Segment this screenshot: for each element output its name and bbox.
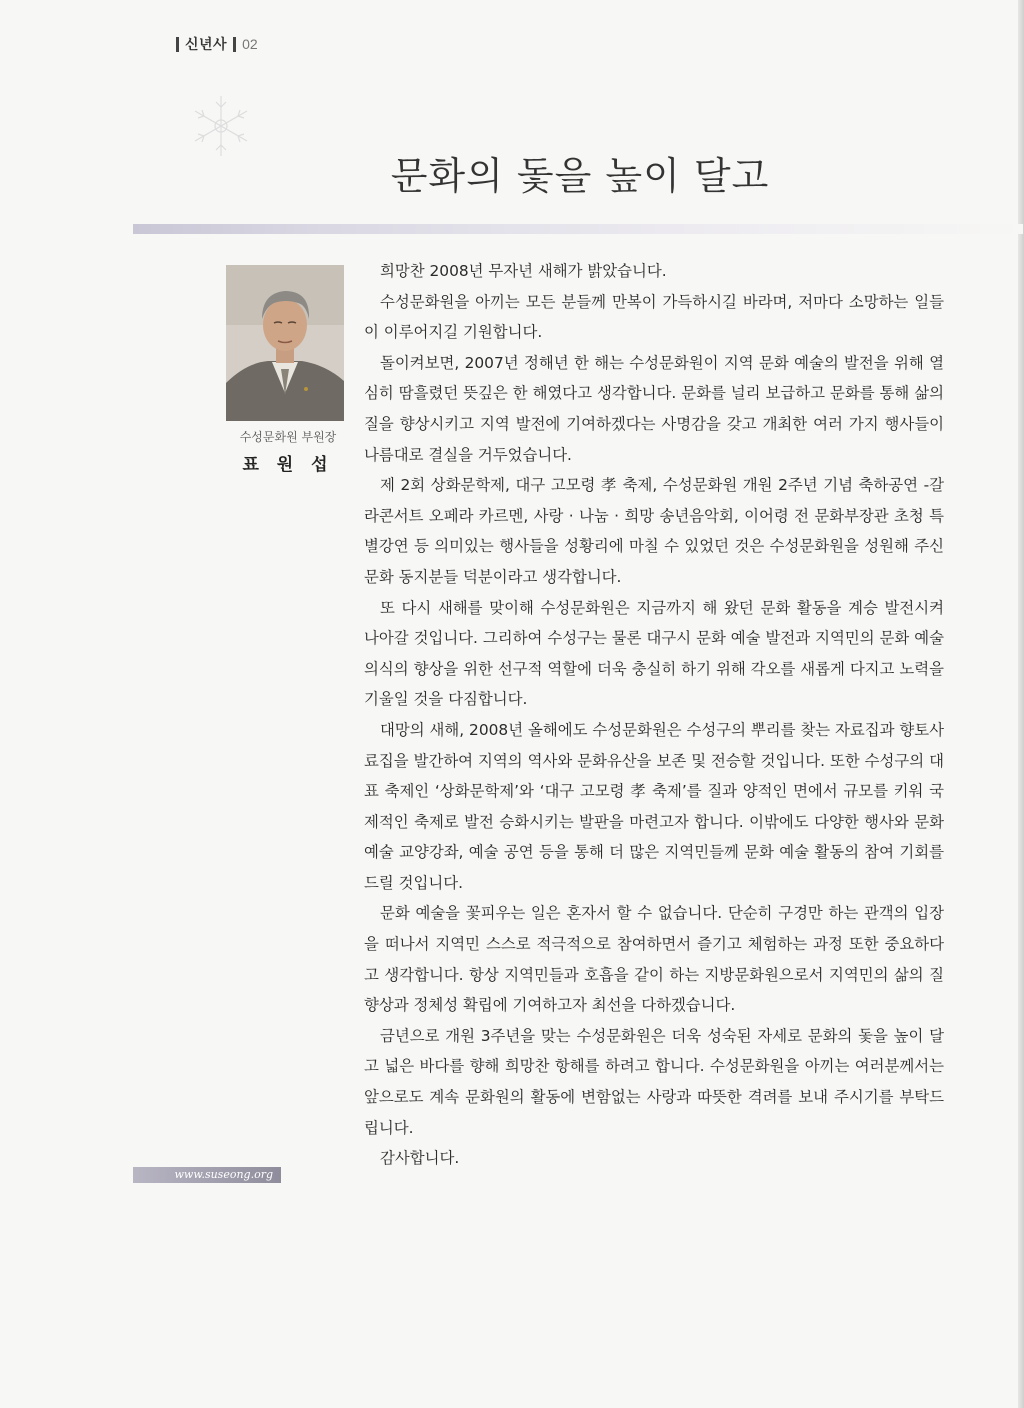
section-label: 신년사: [185, 37, 228, 53]
paragraph: 제 2회 상화문학제, 대구 고모령 孝 축제, 수성문화원 개원 2주년 기념 축하공연 -갈라콘서트 오페라 카르멘, 사랑 · 나눔 · 희망 송년음악회, 이어령 전 문화부장관 초청 특별강연 등 의미있는 행사들을 성황리에 마칠 수 있었던 것은 수성문화원을 성원해 주신 문화 동지분들 덕분이라고 생각합니다.: [364, 476, 944, 586]
paragraph: 감사합니다.: [380, 1149, 460, 1168]
paragraph: 금년으로 개원 3주년을 맞는 수성문화원은 더욱 성숙된 자세로 문화의 돛을 높이 달고 넓은 바다를 향해 희망찬 항해를 하려고 합니다. 수성문화원을 아끼는 여러분께서는 앞으로도 계속 문화원의 활동에 변함없는 사랑과 따뜻한 격려를 보내 주시기를 부탁드립니다.: [364, 1026, 944, 1137]
article-body: [364, 256, 944, 1174]
header-bar-left: [176, 37, 179, 52]
paragraph: 또 다시 새해를 맞이해 수성문화원은 지금까지 해 왔던 문화 활동을 계승 발전시켜 나아갈 것입니다. 그리하여 수성구는 물론 대구시 문화 예술 발전과 지역민의 문화 예술 의식의 향상을 위한 선구적 역할에 더욱 충실히 하기 위해 각오를 새롭게 다지고 노력을 기울일 것을 다짐합니다.: [364, 598, 944, 709]
page-number: 02: [242, 36, 258, 52]
running-header: [176, 34, 258, 54]
paragraph: 희망찬 2008년 무자년 새해가 밝았습니다.: [380, 262, 667, 280]
paragraph: 문화 예술을 꽃피우는 일은 혼자서 할 수 없습니다. 단순히 구경만 하는 관객의 입장을 떠나서 지역민 스스로 적극적으로 참여하면서 즐기고 체험하는 과정 또한 중요하다고 생각합니다. 항상 지역민들과 호흡을 같이 하는 지방문화원으로서 지역민의 삶의 질 향상과 정체성 확립에 기여하고자 최선을 다하겠습니다.: [364, 904, 944, 1015]
paragraph: 돌이켜보면, 2007년 정해년 한 해는 수성문화원이 지역 문화 예술의 발전을 위해 열심히 땀흘렸던 뜻깊은 한 해였다고 생각합니다. 문화를 널리 보급하고 문화를 통해 삶의 질을 향상시키고 지역 발전에 기여하겠다는 사명감을 갖고 개최한 여러 가지 행사들이 나름대로 결실을 거두었습니다.: [364, 353, 944, 464]
author-caption: [190, 428, 386, 475]
paragraph: 수성문화원을 아끼는 모든 분들께 만복이 가득하시길 바라며, 저마다 소망하는 일들이 이루어지길 기원합니다.: [364, 292, 944, 342]
page-edge: [1018, 0, 1024, 1408]
author-name: 표 원 섭: [242, 455, 334, 475]
author-photo: [226, 265, 344, 421]
website-footer-label: www.suseong.org: [133, 1167, 281, 1183]
title-divider-rule: [133, 224, 1023, 234]
article-title: 문화의 돛을 높이 달고: [390, 154, 770, 199]
author-role: 수성문화원 부원장: [239, 430, 337, 444]
snowflake-ornament-icon: [176, 86, 266, 166]
header-bar-right: [233, 37, 236, 52]
paragraph: 대망의 새해, 2008년 올해에도 수성문화원은 수성구의 뿌리를 찾는 자료집과 향토사료집을 발간하여 지역의 역사와 문화유산을 보존 및 전승할 것입니다. 또한 수성구의 대표 축제인 ‘상화문학제’와 ‘대구 고모령 孝 축제’를 질과 양적인 면에서 규모를 키워 국제적인 축제로 발전 승화시키는 발판을 마련고자 합니다. 이밖에도 다양한 행사와 문화예술 교양강좌, 예술 공연 등을 통해 더 많은 지역민들께 문화 예술 활동의 참여 기회를 드릴 것입니다.: [364, 720, 944, 892]
